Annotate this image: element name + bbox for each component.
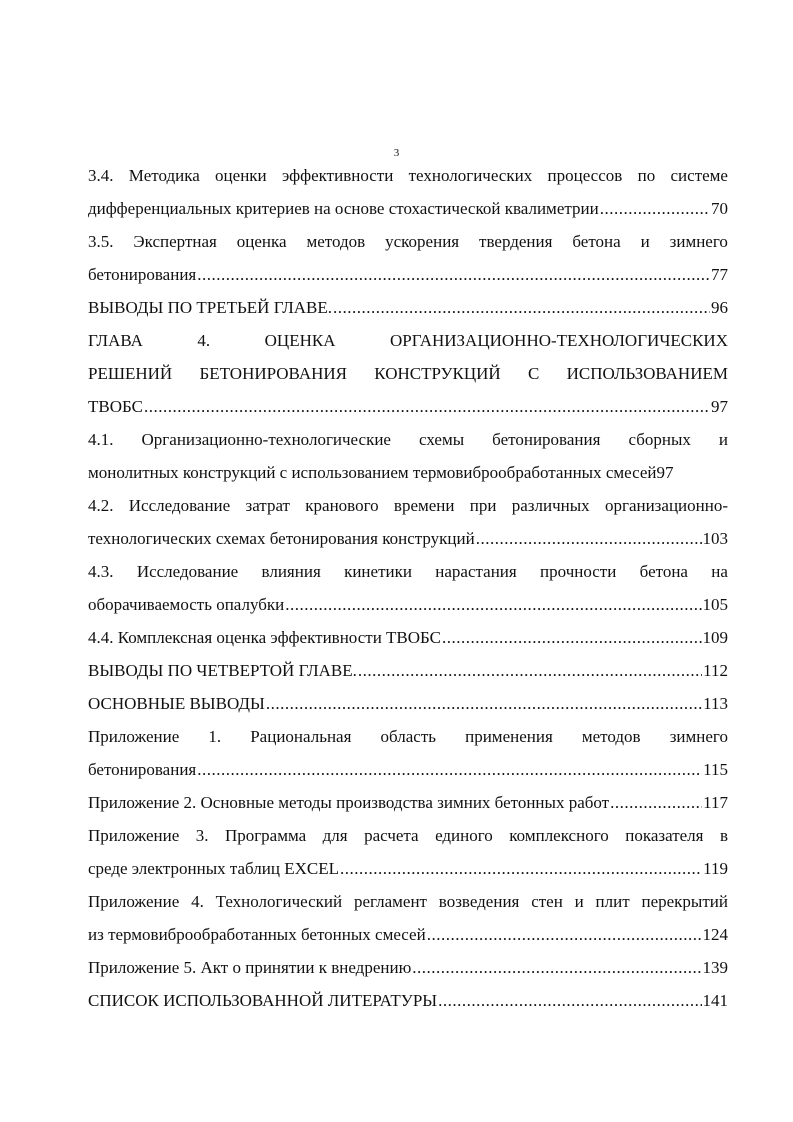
toc-entry-title: среде электронных таблиц EXCEL (88, 859, 339, 878)
toc-entry (88, 984, 728, 1017)
toc-page-number: 112 (703, 661, 728, 680)
toc-leader-dots (340, 852, 702, 885)
toc-entry (88, 555, 728, 621)
toc-word: 4.1. (88, 430, 114, 449)
toc-entry-title: Приложение 2. Основные методы производства зимних бетонных работ (88, 793, 610, 812)
toc-entry-line (88, 819, 728, 852)
toc-word: расчета (364, 826, 419, 845)
toc-word: технологических (408, 166, 533, 185)
toc-word: бетона (572, 232, 621, 251)
toc-word: прочности (540, 562, 617, 581)
toc-word: РЕШЕНИЙ (88, 364, 173, 383)
toc-word: сборных (628, 430, 691, 449)
toc-entry (88, 291, 728, 324)
toc-word: область (380, 727, 436, 746)
toc-word: ОРГАНИЗАЦИОННО-ТЕХНОЛОГИЧЕСКИХ (390, 331, 728, 350)
toc-page-number: 139 (702, 958, 728, 977)
toc-word: процессов (547, 166, 623, 185)
toc-word: Программа (224, 826, 307, 845)
toc-word: 1. (208, 727, 222, 746)
toc-entry-line (88, 522, 728, 555)
toc-word: С (528, 364, 540, 383)
toc-word: перекрытий (641, 892, 728, 911)
toc-word: регламент (353, 892, 427, 911)
toc-entry-line (88, 555, 728, 588)
toc-leader-dots (442, 621, 701, 654)
toc-word: и (640, 232, 650, 251)
toc-entry-line (88, 489, 728, 522)
toc-page-number: 124 (702, 925, 728, 944)
toc-leader-dots (144, 390, 710, 423)
toc-leader-dots (427, 918, 702, 951)
toc-entry (88, 324, 728, 423)
toc-entry-title: ВЫВОДЫ ПО ЧЕТВЕРТОЙ ГЛАВЕ. (88, 661, 357, 680)
page-number: 3 (393, 147, 400, 159)
toc-leader-dots (333, 291, 710, 324)
toc-word: Исследование (136, 562, 239, 581)
toc-word: эффективности (281, 166, 394, 185)
toc-page-number: 141 (702, 991, 728, 1010)
toc-page-number: 70 (711, 199, 728, 218)
toc-entry-line (88, 588, 728, 621)
toc-word: методов (581, 727, 641, 746)
toc-leader-dots (266, 687, 702, 720)
toc-word: нарастания (435, 562, 517, 581)
toc-word: оценки (215, 166, 267, 185)
toc-word: оценка (236, 232, 287, 251)
toc-entry-line (88, 654, 728, 687)
toc-word: 4.2. (88, 496, 114, 515)
toc-entry (88, 720, 728, 786)
toc-entry-line (88, 291, 728, 324)
toc-word: 4.3. (88, 562, 114, 581)
toc-entry (88, 159, 728, 225)
toc-word: Приложение (88, 826, 180, 845)
toc-word: Технологический (215, 892, 343, 911)
toc-entry-line (88, 984, 728, 1017)
toc-entry-line (88, 357, 728, 390)
toc-word: Приложение (88, 727, 180, 746)
toc-page-number: 77 (711, 265, 728, 284)
toc-leader-dots (438, 984, 701, 1017)
toc-entry (88, 885, 728, 951)
toc-word: бетона (639, 562, 688, 581)
toc-leader-dots (412, 951, 701, 984)
toc-word: системе (670, 166, 728, 185)
toc-word: бетонирования (492, 430, 601, 449)
toc-leader-dots (197, 753, 702, 786)
toc-word: в (719, 826, 728, 845)
toc-leader-dots (358, 654, 702, 687)
toc-entry-line (88, 951, 728, 984)
toc-entry-line (88, 423, 728, 456)
toc-entry (88, 786, 728, 819)
toc-entry (88, 489, 728, 555)
toc-entry-line (88, 390, 728, 423)
toc-word: схемы (419, 430, 465, 449)
toc-word: ОЦЕНКА (264, 331, 336, 350)
toc-entry-title: из термовиброобработанных бетонных смесей (88, 925, 426, 944)
toc-word: 4. (191, 892, 204, 911)
toc-word: плит (595, 892, 630, 911)
toc-word: стен (531, 892, 563, 911)
toc-page-number: 103 (702, 529, 728, 548)
toc-word: БЕТОНИРОВАНИЯ (199, 364, 347, 383)
toc-page-number: 113 (703, 694, 728, 713)
toc-word: влияния (261, 562, 321, 581)
toc-word: Рациональная (250, 727, 352, 746)
toc-word: для (322, 826, 348, 845)
toc-entry-line (88, 687, 728, 720)
toc-entry-line (88, 192, 728, 225)
toc-word: Методика (128, 166, 200, 185)
toc-entry-line (88, 852, 728, 885)
toc-word: 3.4. (88, 166, 114, 185)
toc-word: ускорения (385, 232, 460, 251)
toc-word: на (711, 562, 728, 581)
toc-entry-title: дифференциальных критериев на основе стохастической квалиметрии (88, 199, 599, 218)
toc-entry-title: бетонирования (88, 265, 197, 284)
toc-entry-line (88, 225, 728, 258)
toc-page-number: 117 (703, 793, 728, 812)
toc-word: 4. (197, 331, 211, 350)
toc-word: Исследование (128, 496, 231, 515)
toc-entry (88, 423, 728, 489)
toc-entry-title: 4.4. Комплексная оценка эффективности ТВОБС (88, 628, 442, 647)
toc-entry (88, 819, 728, 885)
toc-entry-line (88, 258, 728, 291)
toc-word: организационно- (604, 496, 728, 515)
toc-entry-line (88, 885, 728, 918)
table-of-contents (88, 159, 728, 1017)
toc-word: затрат (245, 496, 290, 515)
toc-word: показателя (625, 826, 704, 845)
toc-word: ГЛАВА (88, 331, 143, 350)
toc-entry (88, 951, 728, 984)
toc-word: единого (435, 826, 493, 845)
toc-page-number: 97 (711, 397, 728, 416)
toc-word: возведения (438, 892, 520, 911)
toc-word: применения (465, 727, 553, 746)
toc-entry-line (88, 159, 728, 192)
toc-word: и (574, 892, 584, 911)
toc-word: различных (511, 496, 590, 515)
toc-word: при (469, 496, 497, 515)
toc-entry-title: СПИСОК ИСПОЛЬЗОВАННОЙ ЛИТЕРАТУРЫ (88, 991, 438, 1010)
toc-page-number: 119 (703, 859, 728, 878)
toc-leader-dots (197, 258, 710, 291)
toc-word: методов (306, 232, 366, 251)
toc-word: зимнего (669, 727, 728, 746)
toc-page-number: 109 (702, 628, 728, 647)
toc-entry (88, 654, 728, 687)
toc-entry (88, 225, 728, 291)
toc-entry-title: ОСНОВНЫЕ ВЫВОДЫ (88, 694, 265, 713)
toc-leader-dots (610, 786, 702, 819)
toc-entry-line (88, 324, 728, 357)
toc-entry (88, 621, 728, 654)
toc-word: КОНСТРУКЦИЙ (374, 364, 501, 383)
toc-word: зимнего (669, 232, 728, 251)
toc-word: ИСПОЛЬЗОВАНИЕМ (566, 364, 728, 383)
toc-word: Организационно-технологические (141, 430, 391, 449)
toc-page-number: 105 (702, 595, 728, 614)
toc-entry-title: ТВОБС (88, 397, 143, 416)
toc-word: Приложение (88, 892, 180, 911)
toc-entry-line (88, 786, 728, 819)
toc-leader-dots (285, 588, 701, 621)
toc-entry-line: монолитных конструкций с использованием термовиброобработанных смесей97 (88, 463, 674, 482)
toc-word: 3. (195, 826, 209, 845)
toc-page-number: 115 (703, 760, 728, 779)
toc-word: твердения (479, 232, 553, 251)
toc-word: Экспертная (133, 232, 217, 251)
toc-entry-title: оборачиваемость опалубки (88, 595, 285, 614)
toc-leader-dots (476, 522, 702, 555)
toc-word: 3.5. (88, 232, 114, 251)
toc-entry-line (88, 720, 728, 753)
toc-word: и (718, 430, 728, 449)
toc-entry-line (88, 918, 728, 951)
toc-entry-title: технологических схемах бетонирования конструкций (88, 529, 475, 548)
toc-entry-line (88, 753, 728, 786)
toc-leader-dots (600, 192, 710, 225)
toc-word: времени (393, 496, 455, 515)
toc-word: кинетики (344, 562, 412, 581)
toc-word: по (637, 166, 656, 185)
toc-word: комплексного (509, 826, 609, 845)
toc-word: кранового (305, 496, 379, 515)
toc-entry-title: ВЫВОДЫ ПО ТРЕТЬЕЙ ГЛАВЕ. (88, 298, 333, 317)
toc-entry (88, 687, 728, 720)
toc-entry-line (88, 621, 728, 654)
toc-entry-title: Приложение 5. Акт о принятии к внедрению (88, 958, 412, 977)
toc-page-number: 96 (711, 298, 728, 317)
toc-entry-title: бетонирования (88, 760, 197, 779)
